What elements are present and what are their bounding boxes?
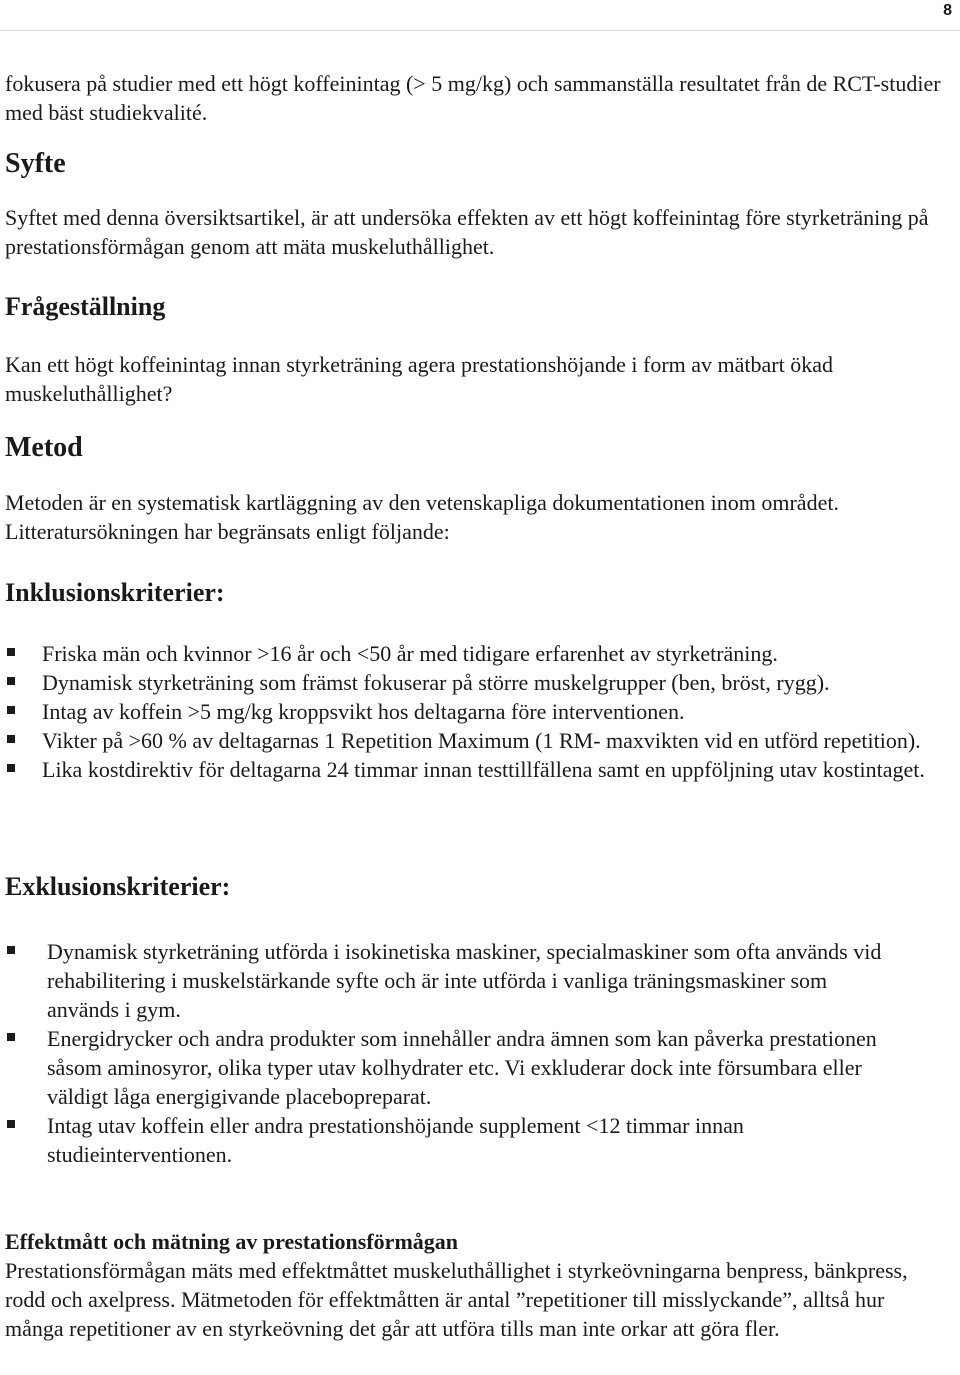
list-item: Lika kostdirektiv för deltagarna 24 timmar innan testtillfällena samt en uppföljning utav kostintaget.	[5, 755, 950, 784]
fragestallning-paragraph: Kan ett högt koffeinintag innan styrketräning agera prestationshöjande i form av mätbart ökad muskeluthållighet?	[5, 352, 834, 406]
heading-metod: Metod	[5, 432, 83, 463]
effektmatt-paragraph: Prestationsförmågan mäts med effektmåttet muskeluthållighet i styrkeövningarna benpress, bänkpress, rodd och axelpress. Mätmetoden för effektmåtten är antal ”repetitioner till misslyckande”, alltså hur många repetitioner av en styrkeövning det går att utföra tills man inte orkar att göra fler.	[5, 1258, 908, 1341]
square-bullet-icon	[7, 706, 15, 714]
exklusion-list	[5, 937, 885, 1169]
list-item: Friska män och kvinnor >16 år och <50 år med tidigare erfarenhet av styrketräning.	[5, 639, 950, 668]
heading-exklusionskriterier: Exklusionskriterier:	[5, 872, 231, 901]
page-number: 8	[943, 2, 952, 19]
square-bullet-icon	[7, 1033, 15, 1041]
heading-syfte: Syfte	[5, 148, 66, 179]
square-bullet-icon	[7, 1120, 15, 1128]
list-item: Dynamisk styrketräning utförda i isokinetiska maskiner, specialmaskiner som ofta används vid rehabilitering i muskelstärkande syfte och är inte utförda i vanliga träningsmaskiner som används i gym.	[5, 937, 885, 1024]
square-bullet-icon	[7, 677, 15, 685]
square-bullet-icon	[7, 946, 15, 954]
square-bullet-icon	[7, 648, 15, 656]
heading-fragestallning: Frågeställning	[5, 292, 166, 321]
list-item: Dynamisk styrketräning som främst fokuserar på större muskelgrupper (ben, bröst, rygg).	[5, 668, 950, 697]
metod-paragraph: Metoden är en systematisk kartläggning av den vetenskapliga dokumentationen inom området. Litteratursökningen har begränsats enligt följande:	[5, 490, 839, 544]
square-bullet-icon	[7, 735, 15, 743]
header-divider	[0, 30, 960, 31]
list-item: Intag utav koffein eller andra prestationshöjande supplement <12 timmar innan studieinterventionen.	[5, 1111, 885, 1169]
list-item: Vikter på >60 % av deltagarnas 1 Repetition Maximum (1 RM- maxvikten vid en utförd repetition).	[5, 726, 950, 755]
intro-paragraph: fokusera på studier med ett högt koffeinintag (> 5 mg/kg) och sammanställa resultatet från de RCT-studier med bäst studiekvalité.	[5, 71, 941, 125]
heading-inklusionskriterier: Inklusionskriterier:	[5, 578, 225, 607]
heading-effektmatt: Effektmått och mätning av prestationsförmågan	[5, 1229, 459, 1254]
list-item: Energidrycker och andra produkter som innehåller andra ämnen som kan påverka prestationen såsom aminosyror, olika typer utav kolhydrater etc. Vi exkluderar dock inte försumbara eller väldigt låga energigivande placebopreparat.	[5, 1024, 885, 1111]
syfte-paragraph: Syftet med denna översiktsartikel, är att undersöka effekten av ett högt koffeinintag före styrketräning på prestationsförmågan genom att mäta muskeluthållighet.	[5, 205, 929, 259]
square-bullet-icon	[7, 764, 15, 772]
inklusion-list	[5, 639, 950, 784]
list-item: Intag av koffein >5 mg/kg kroppsvikt hos deltagarna före interventionen.	[5, 697, 950, 726]
